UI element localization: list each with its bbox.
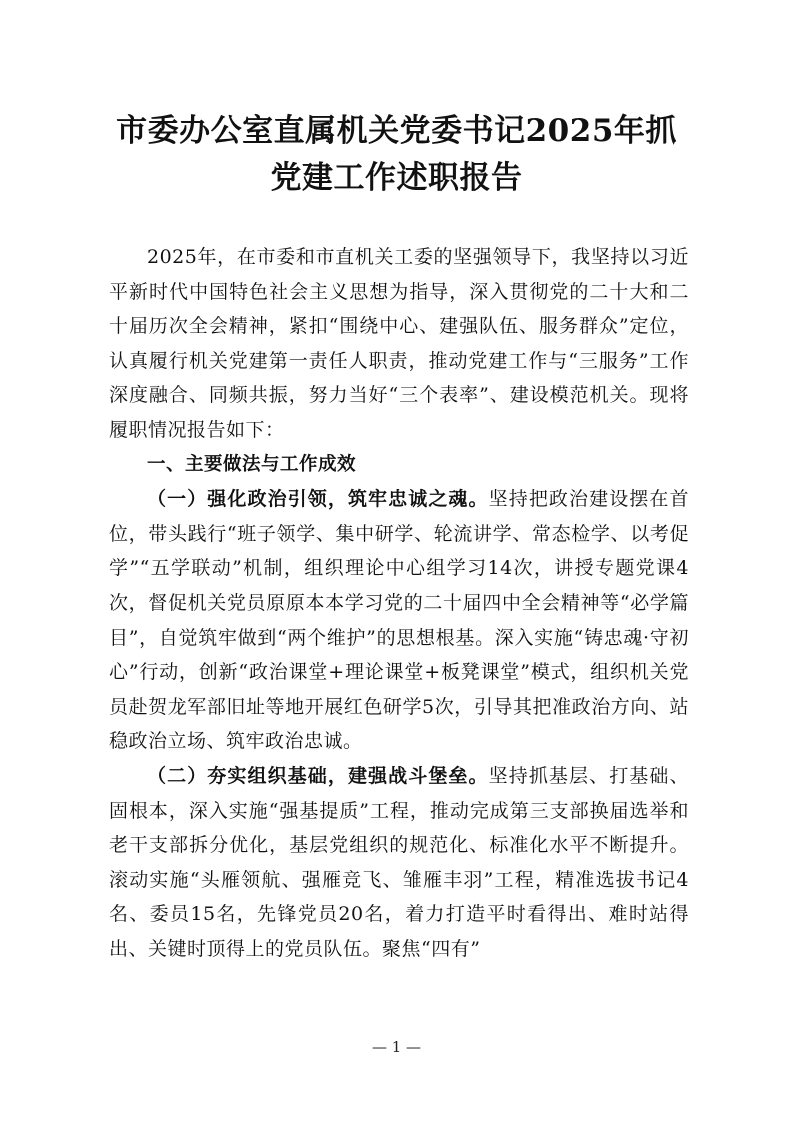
title-line-1: 市委办公室直属机关党委书记2025年抓: [116, 113, 677, 149]
item-2-lead: （二）夯实组织基础，建强战斗堡垒。: [147, 764, 489, 787]
page-number: — 1 —: [371, 1038, 422, 1056]
section-item-1: [109, 482, 689, 759]
title-line-2: 党建工作述职报告: [270, 160, 523, 196]
section-heading-1: 一、主要做法与工作成效: [147, 453, 357, 475]
document-title: [60, 108, 733, 202]
item-1-lead: （一）强化政治引领，筑牢忠诚之魂。: [147, 488, 489, 511]
document-body: [109, 240, 689, 966]
item-1-text: 坚持把政治建设摆在首位，带头践行“班子领学、集中研学、轮流讲学、常态检学、以考促学”“五学联动”机制，组织理论中心组学习14次，讲授专题党课4次，督促机关党员原原本本学习党的二十届四中全会精神等“必学篇目”，自觉筑牢做到“两个维护”的思想根基。深入实施“铸忠魂·守初心”行动，创新“政治课堂+理论课堂+板凳课堂”模式，组织机关党员赴贺龙军部旧址等地开展红色研学5次，引导其把准政治方向、站稳政治立场、筑牢政治忠诚。: [109, 488, 689, 753]
intro-paragraph: 2025年，在市委和市直机关工委的坚强领导下，我坚持以习近平新时代中国特色社会主义思想为指导，深入贯彻党的二十大和二十届历次全会精神，紧扣“围绕中心、建强队伍、服务群众”定位，认真履行机关党建第一责任人职责，推动党建工作与“三服务”工作深度融合、同频共振，努力当好“三个表率”、建设模范机关。现将履职情况报告如下：: [109, 246, 689, 441]
section-item-2: [109, 759, 689, 967]
item-2-text: 坚持抓基层、打基础、固根本，深入实施“强基提质”工程，推动完成第三支部换届选举和老干支部拆分优化，基层党组织的规范化、标准化水平不断提升。滚动实施“头雁领航、强雁竞飞、雏雁丰羽”工程，精准选拔书记4名、委员15名，先锋党员20名，着力打造平时看得出、难时站得出、关键时顶得上的党员队伍。聚焦“四有”: [109, 764, 689, 960]
